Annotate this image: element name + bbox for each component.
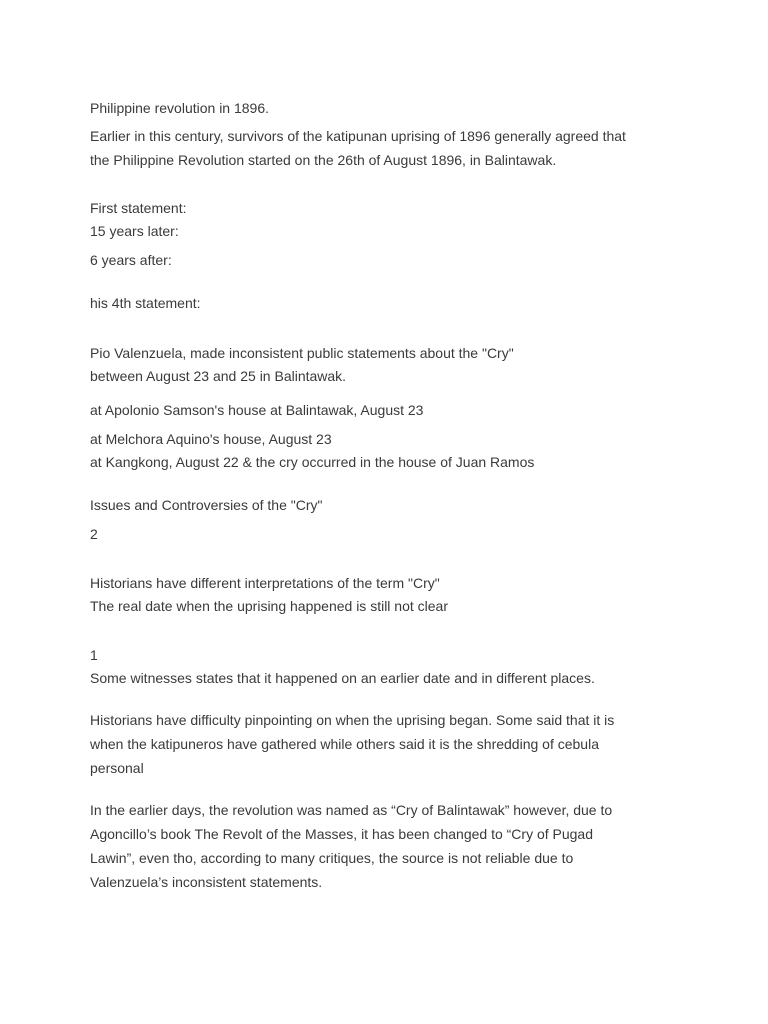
historians-interpretations: Historians have different interpretations of the term "Cry" bbox=[90, 575, 440, 591]
valenzuela-line-2: between August 23 and 25 in Balintawak. bbox=[90, 368, 347, 384]
six-years-after-label: 6 years after: bbox=[90, 252, 172, 268]
valenzuela-line-1: Pio Valenzuela, made inconsistent public statements about the "Cry" bbox=[90, 345, 514, 361]
earlier-days-paragraph bbox=[90, 798, 690, 894]
intro-line-2: the Philippine Revolution started on the 26th of August 1896, in Balintawak. bbox=[90, 152, 557, 168]
samson-house-statement: at Apolonio Samson's house at Balintawak, August 23 bbox=[90, 402, 424, 418]
real-date-unclear: The real date when the uprising happened is still not clear bbox=[90, 598, 448, 614]
section-number-two: 2 bbox=[90, 526, 98, 542]
issues-heading: Issues and Controversies of the "Cry" bbox=[90, 497, 323, 513]
fourth-statement-label: his 4th statement: bbox=[90, 295, 201, 311]
earlier-days-line-4: Valenzuela’s inconsistent statements. bbox=[90, 874, 323, 890]
difficulty-line-2: when the katipuneros have gathered while others said it is the shredding of cebula bbox=[90, 736, 599, 752]
document-title: Philippine revolution in 1896. bbox=[90, 100, 270, 116]
difficulty-line-3: personal bbox=[90, 760, 144, 776]
difficulty-paragraph bbox=[90, 708, 690, 780]
earlier-days-line-3: Lawin”, even tho, according to many critiques, the source is not reliable due to bbox=[90, 850, 574, 866]
intro-line-1: Earlier in this century, survivors of the katipunan uprising of 1896 generally agreed that bbox=[90, 128, 626, 144]
section-number-one: 1 bbox=[90, 647, 98, 663]
fifteen-years-later-label: 15 years later: bbox=[90, 223, 179, 239]
earlier-days-line-1: In the earlier days, the revolution was named as “Cry of Balintawak” however, due to bbox=[90, 802, 613, 818]
difficulty-line-1: Historians have difficulty pinpointing on when the uprising began. Some said that it is bbox=[90, 712, 615, 728]
witnesses-statement: Some witnesses states that it happened on an earlier date and in different places. bbox=[90, 670, 595, 686]
first-statement-label: First statement: bbox=[90, 200, 187, 216]
aquino-house-statement: at Melchora Aquino's house, August 23 bbox=[90, 431, 332, 447]
kangkong-statement: at Kangkong, August 22 & the cry occurred in the house of Juan Ramos bbox=[90, 454, 535, 470]
intro-paragraph bbox=[90, 124, 690, 172]
earlier-days-line-2: Agoncillo’s book The Revolt of the Masses, it has been changed to “Cry of Pugad bbox=[90, 826, 594, 842]
